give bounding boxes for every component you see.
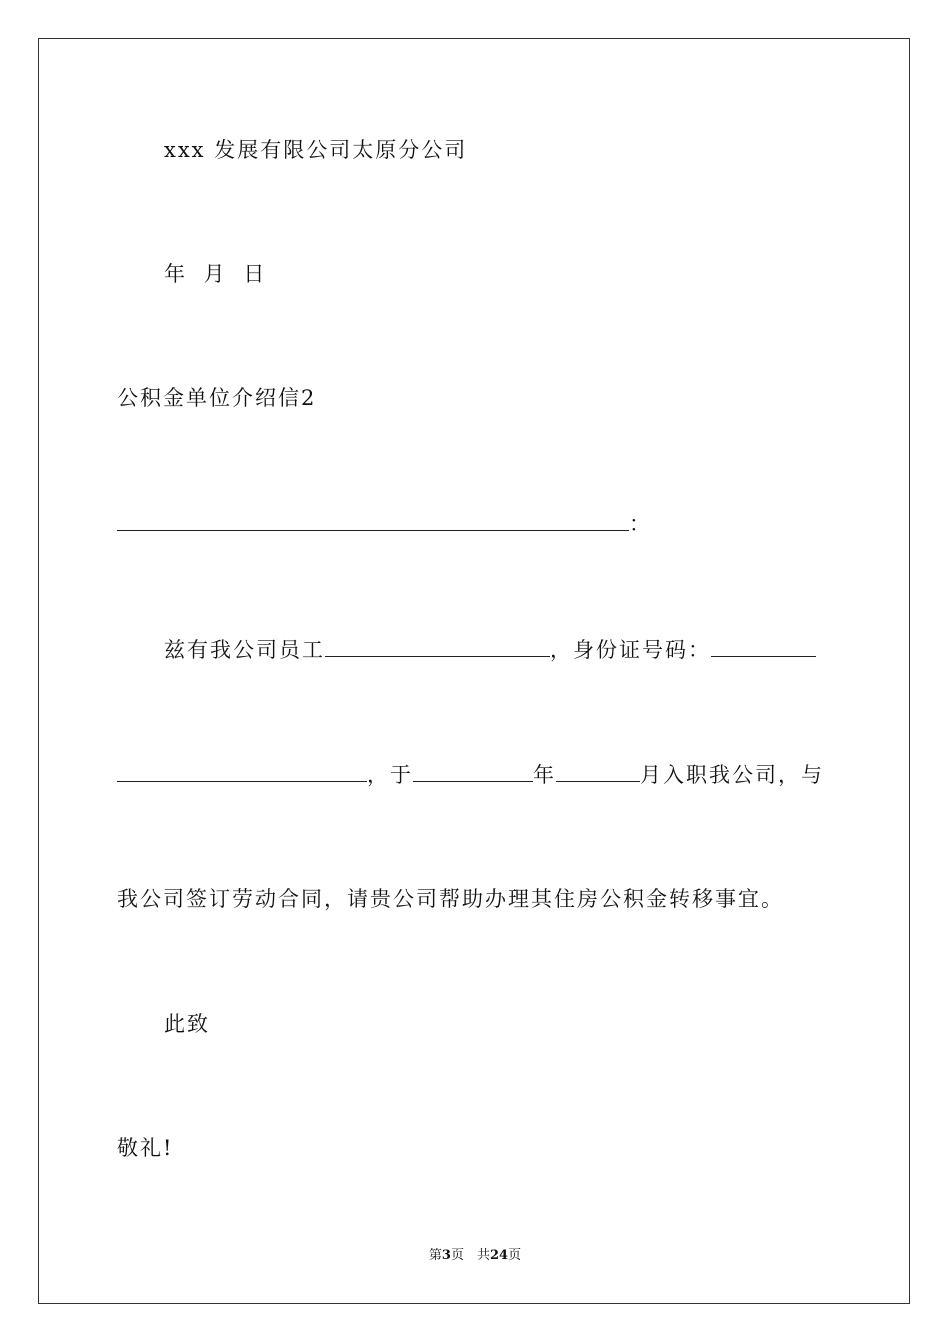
footer-page-suffix: 页 [508, 1248, 522, 1263]
footer-page-prefix: 第 [428, 1248, 442, 1263]
employee-name-blank[interactable] [325, 636, 550, 657]
footer-current-page: 3 [441, 1248, 451, 1263]
para1-mid: ，身份证号码： [550, 638, 711, 662]
para2-suffix: 月入职我公司，与 [640, 763, 824, 787]
month-blank[interactable] [556, 761, 640, 782]
page-border [38, 38, 910, 1304]
paragraph-2 [117, 760, 824, 790]
para2-mid1: ，于 [367, 763, 413, 787]
recipient-blank[interactable] [117, 510, 629, 531]
closing-jingli: 敬礼! [117, 1136, 174, 1160]
closing-cizhi: 此致 [164, 1012, 210, 1036]
salutation-colon: ： [629, 512, 652, 536]
date-line: 年 月 日 [164, 262, 271, 286]
footer-total-pages: 24 [489, 1248, 509, 1263]
footer-page-mid: 页 共 [450, 1248, 490, 1263]
paragraph-3: 我公司签订劳动合同，请贵公司帮助办理其住房公积金转移事宜。 [117, 887, 784, 911]
id-number-blank-end[interactable] [117, 761, 367, 782]
para1-prefix: 兹有我公司员工 [164, 638, 325, 662]
page-footer [0, 1247, 950, 1265]
company-signature: xxx 发展有限公司太原分公司 [164, 138, 468, 162]
para2-year: 年 [533, 763, 556, 787]
id-number-blank-start[interactable] [711, 636, 816, 657]
salutation-line [117, 509, 652, 539]
letter-heading: 公积金单位介绍信2 [117, 386, 317, 410]
year-blank[interactable] [413, 761, 533, 782]
paragraph-1 [164, 635, 816, 665]
